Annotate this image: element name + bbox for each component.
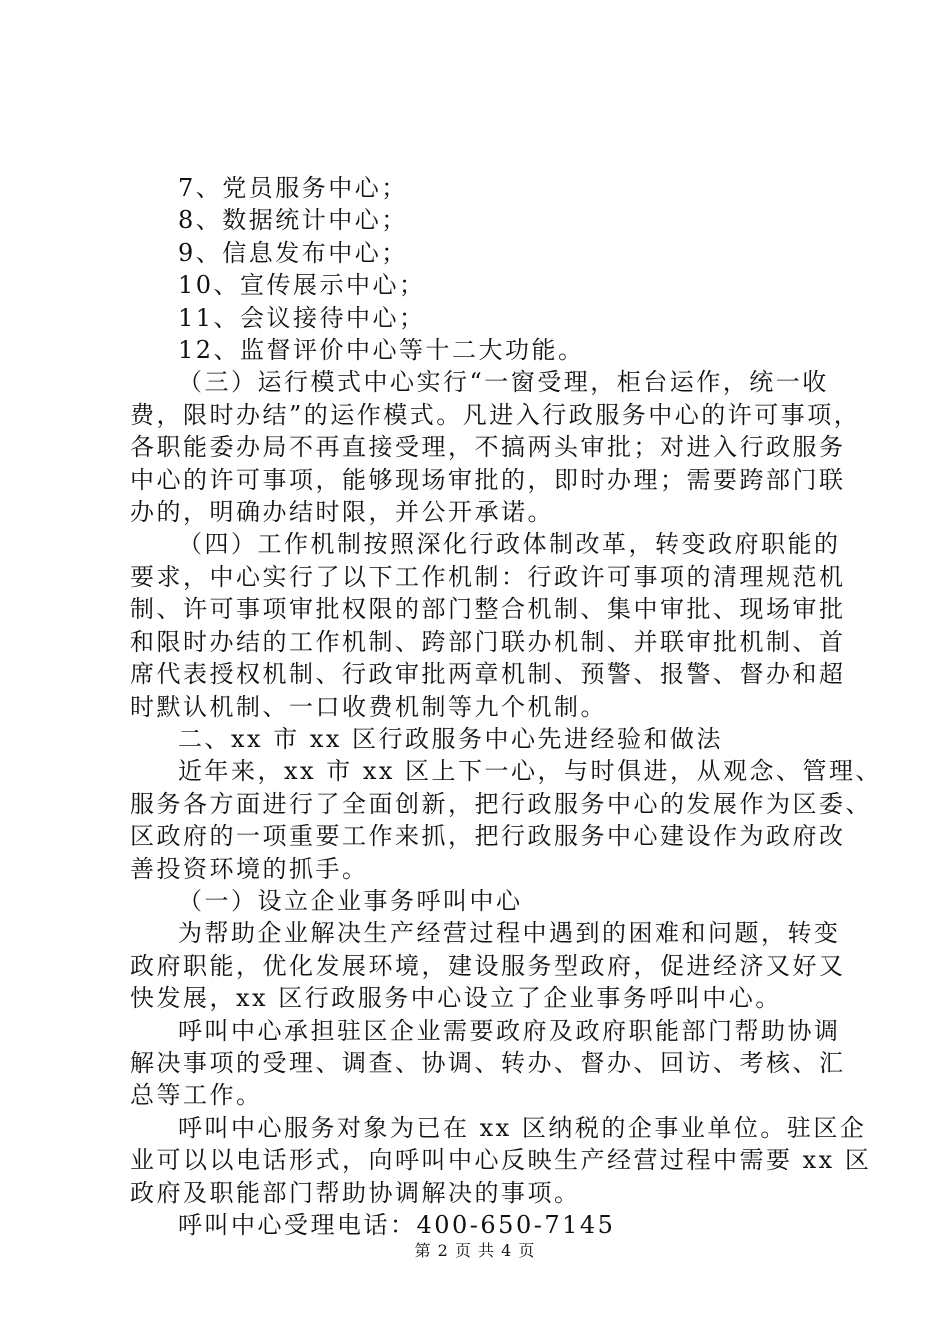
document-body xyxy=(130,172,883,1241)
list-item: 8、数据统计中心； xyxy=(178,206,408,235)
section-heading: 二、xx 市 xx 区行政服务中心先进经验和做法 xyxy=(178,724,724,753)
list-item: 9、信息发布中心； xyxy=(178,238,408,267)
subsection-heading: （一）设立企业事务呼叫中心 xyxy=(178,886,523,915)
paragraph-service-target xyxy=(130,1112,872,1209)
list-item: 10、宣传展示中心； xyxy=(178,271,426,300)
paragraph-operation-mode xyxy=(130,366,861,528)
list-item: 11、会议接待中心； xyxy=(178,303,426,332)
paragraph-line: 中心的许可事项，能够现场审批的，即时办理；需要跨部门联 xyxy=(130,465,846,494)
paragraph-line: 总等工作。 xyxy=(130,1081,263,1110)
paragraph-line: 呼叫中心服务对象为已在 xx 区纳税的企事业单位。驻区企 xyxy=(178,1113,867,1142)
paragraph-line: 要求，中心实行了以下工作机制：行政许可事项的清理规范机 xyxy=(130,562,846,591)
paragraph-line: 服务各方面进行了全面创新，把行政服务中心的发展作为区委、 xyxy=(130,789,872,818)
paragraph-line: 政府及职能部门帮助协调解决的事项。 xyxy=(130,1178,581,1207)
paragraph-line: 制、许可事项审批权限的部门整合机制、集中审批、现场审批 xyxy=(130,595,846,624)
list-item: 12、监督评价中心等十二大功能。 xyxy=(178,336,585,365)
paragraph-line: （三）运行模式中心实行“一窗受理，柜台运作，统一收 xyxy=(178,368,829,397)
paragraph-line: 各职能委办局不再直接受理，不搞两头审批；对进入行政服务 xyxy=(130,433,846,462)
paragraph-line: 和限时办结的工作机制、跨部门联办机制、并联审批机制、首 xyxy=(130,627,846,656)
paragraph-line: 时默认机制、一口收费机制等九个机制。 xyxy=(130,692,607,721)
paragraph-line: 政府职能，优化发展环境，建设服务型政府，促进经济又好又 xyxy=(130,951,846,980)
paragraph-line: 解决事项的受理、调查、协调、转办、督办、回访、考核、汇 xyxy=(130,1048,846,1077)
paragraph-call-center-duty xyxy=(130,1015,846,1112)
paragraph-line: 呼叫中心承担驻区企业需要政府及政府职能部门帮助协调 xyxy=(178,1016,841,1045)
paragraph-line: 办的，明确办结时限，并公开承诺。 xyxy=(130,498,554,527)
hotline-number: 呼叫中心受理电话：400-650-7145 xyxy=(178,1211,616,1239)
paragraph-line: 区政府的一项重要工作来抓，把行政服务中心建设作为政府改 xyxy=(130,822,846,851)
paragraph-line: 业可以以电话形式，向呼叫中心反映生产经营过程中需要 xx 区 xyxy=(130,1146,872,1175)
paragraph-line: 快发展，xx 区行政服务中心设立了企业事务呼叫中心。 xyxy=(130,984,782,1013)
paragraph-line: 近年来，xx 市 xx 区上下一心，与时俱进，从观念、管理、 xyxy=(178,757,883,786)
paragraph-recent-years xyxy=(130,755,883,885)
paragraph-work-mechanism xyxy=(130,528,846,722)
paragraph-help-enterprises xyxy=(130,917,846,1014)
page-number-footer: 第 2 页 共 4 页 xyxy=(414,1241,536,1260)
paragraph-line: 为帮助企业解决生产经营过程中遇到的困难和问题，转变 xyxy=(178,919,841,948)
paragraph-line: 费，限时办结”的运作模式。凡进入行政服务中心的许可事项， xyxy=(130,400,861,429)
paragraph-line: （四）工作机制按照深化行政体制改革，转变政府职能的 xyxy=(178,530,841,559)
list-item: 7、党员服务中心； xyxy=(178,174,408,202)
paragraph-line: 席代表授权机制、行政审批两章机制、预警、报警、督办和超 xyxy=(130,660,846,689)
paragraph-line: 善投资环境的抓手。 xyxy=(130,854,369,883)
